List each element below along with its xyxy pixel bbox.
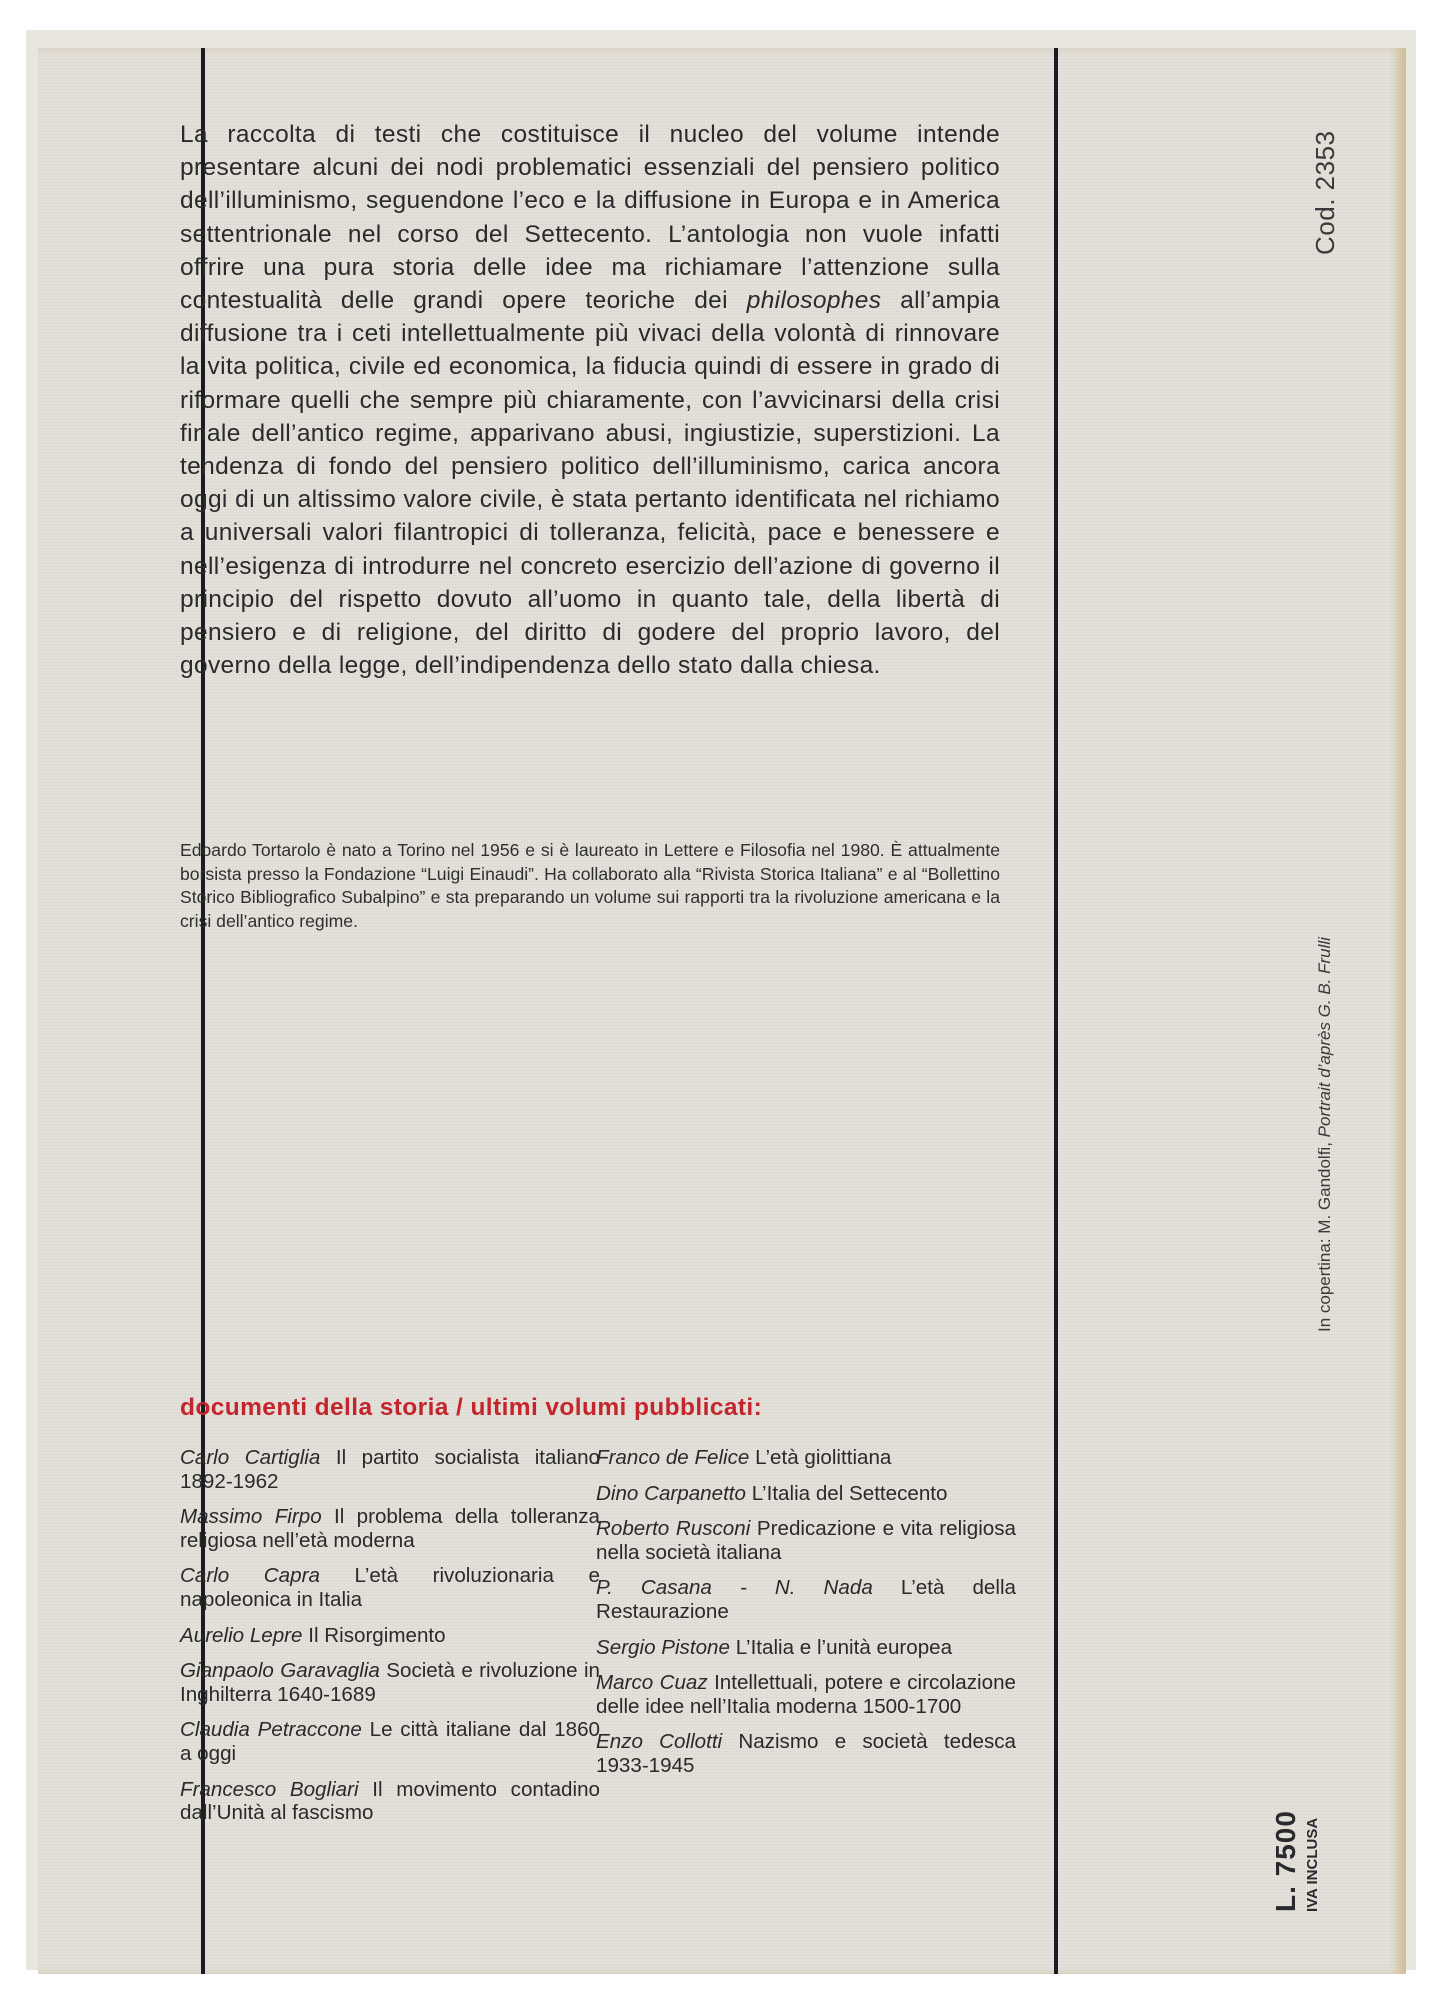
series-entry <box>180 1778 600 1825</box>
series-entry <box>596 1576 1016 1623</box>
price-label: L. 7500 <box>1270 1810 1301 1912</box>
abstract-paragraph <box>180 118 1000 682</box>
series-entry <box>596 1730 1016 1777</box>
entry-title: L’età giolittiana <box>755 1446 892 1469</box>
entry-title: Il problema della tolleranza religiosa nell’età moderna <box>180 1505 600 1552</box>
series-title: documenti della storia / ultimi volumi pubblicati: <box>180 1394 763 1421</box>
entry-author: Marco Cuaz <box>596 1671 708 1695</box>
series-entry <box>180 1659 600 1706</box>
series-entry <box>596 1446 1016 1470</box>
series-entry <box>596 1482 1016 1506</box>
catalog-code: Cod. 2353 <box>1310 130 1340 255</box>
entry-author: Gianpaolo Garavaglia <box>180 1659 380 1683</box>
series-entry <box>180 1718 600 1765</box>
cover-edge <box>1390 48 1406 1974</box>
entry-title: Società e rivoluzione in Inghilterra 1640-1689 <box>180 1659 600 1706</box>
entry-author: P. Casana - N. Nada <box>596 1576 873 1600</box>
series-entry <box>180 1505 600 1552</box>
entry-author: Franco de Felice <box>596 1446 750 1469</box>
series-entry <box>596 1517 1016 1564</box>
entry-title: Intellettuali, potere e circolazione delle idee nell’Italia moderna 1500-1700 <box>596 1671 1016 1718</box>
series-list-right <box>596 1446 1016 1790</box>
entry-title: Il partito socialista italiano 1892-1962 <box>180 1446 600 1493</box>
entry-author: Roberto Rusconi <box>596 1517 751 1541</box>
entry-author: Dino Carpanetto <box>596 1481 746 1505</box>
abstract-italic-term: philosophes <box>746 287 882 315</box>
entry-title: L’Italia del Settecento <box>751 1481 948 1505</box>
entry-title: L’Italia e l’unità europea <box>735 1635 953 1659</box>
entry-author: Massimo Firpo <box>180 1505 322 1529</box>
entry-author: Francesco Bogliari <box>180 1777 359 1801</box>
series-entry <box>596 1671 1016 1718</box>
vat-label: IVA INCLUSA <box>1304 1817 1321 1912</box>
entry-author: Sergio Pistone <box>596 1635 730 1659</box>
entry-title: L’età della Restaurazione <box>596 1576 1016 1623</box>
entry-author: Carlo Cartiglia <box>180 1446 321 1469</box>
entry-title: Predicazione e vita religiosa nella società italiana <box>596 1517 1016 1564</box>
series-entry <box>180 1624 600 1648</box>
series-entry <box>180 1446 600 1493</box>
abstract-text-2: all’ampia diffusione tra i ceti intellettualmente più vivaci della volontà di rinnovare la vita politica, civile ed economica, la fiducia quindi di essere in grado di riformare quelli che sempre più chiaramente, con l’avvicinarsi della crisi finale dell’antico regime, apparivano abusi, ingiustizie, superstizioni. La tendenza di fondo del pensiero politico dell’illuminismo, carica ancora oggi di un altissimo valore civile, è stata pertanto identificata nel richiamo a universali valori filantropici di tolleranza, felicità, pace e benessere e nell’esigenza di introdurre nel concreto esercizio dell’azione di governo il principio del rispetto dovuto all’uomo in quanto tale, della libertà di pensiero e di religione, del diritto di godere del proprio lavoro, del governo della legge, dell’indipendenza dello stato dalla chiesa. <box>180 287 1000 680</box>
entry-author: Enzo Collotti <box>596 1730 723 1754</box>
series-entry <box>180 1564 600 1611</box>
author-bio: Edoardo Tortarolo è nato a Torino nel 1956 e si è laureato in Lettere e Filosofia nel 1980. È attualmente borsista presso la Fondazione “Luigi Einaudi”. Ha collaborato alla “Rivista Storica Italiana” e al “Bollettino Storico Bibliografico Subalpino” e sta preparando un volume sui rapporti tra la rivoluzione americana e la crisi dell’antico regime. <box>180 840 1000 931</box>
abstract-text-1: La raccolta di testi che costituisce il nucleo del volume intende presentare alcuni dei nodi problematici essenziali del pensiero politico dell’illuminismo, seguendone l’eco e la diffusione in Europa e in America settentrionale nel corso del Settecento. L’antologia non vuole infatti offrire una pura storia delle idee ma richiamare l’attenzione sulla contestualità delle grandi opere teoriche dei <box>180 121 1000 315</box>
series-list-left <box>180 1446 600 1837</box>
entry-author: Carlo Capra <box>180 1564 320 1588</box>
entry-author: Claudia Petraccone <box>180 1718 362 1742</box>
entry-title: Nazismo e società tedesca 1933-1945 <box>596 1730 1016 1777</box>
entry-author: Aurelio Lepre <box>180 1623 303 1647</box>
cover-credit <box>1315 937 1335 1332</box>
entry-title: Il Risorgimento <box>308 1623 446 1647</box>
cover-credit-prefix: In copertina: M. Gandolfi, <box>1315 1142 1334 1332</box>
series-entry <box>596 1636 1016 1660</box>
entry-title: L’età rivoluzionaria e napoleonica in Italia <box>180 1564 600 1611</box>
right-vertical-rule <box>1054 48 1058 1974</box>
entry-title: Il movimento contadino dall’Unità al fascismo <box>180 1777 600 1825</box>
cover-credit-title: Portrait d’après G. B. Frulli <box>1315 937 1334 1138</box>
entry-title: Le città italiane dal 1860 a oggi <box>180 1718 600 1765</box>
